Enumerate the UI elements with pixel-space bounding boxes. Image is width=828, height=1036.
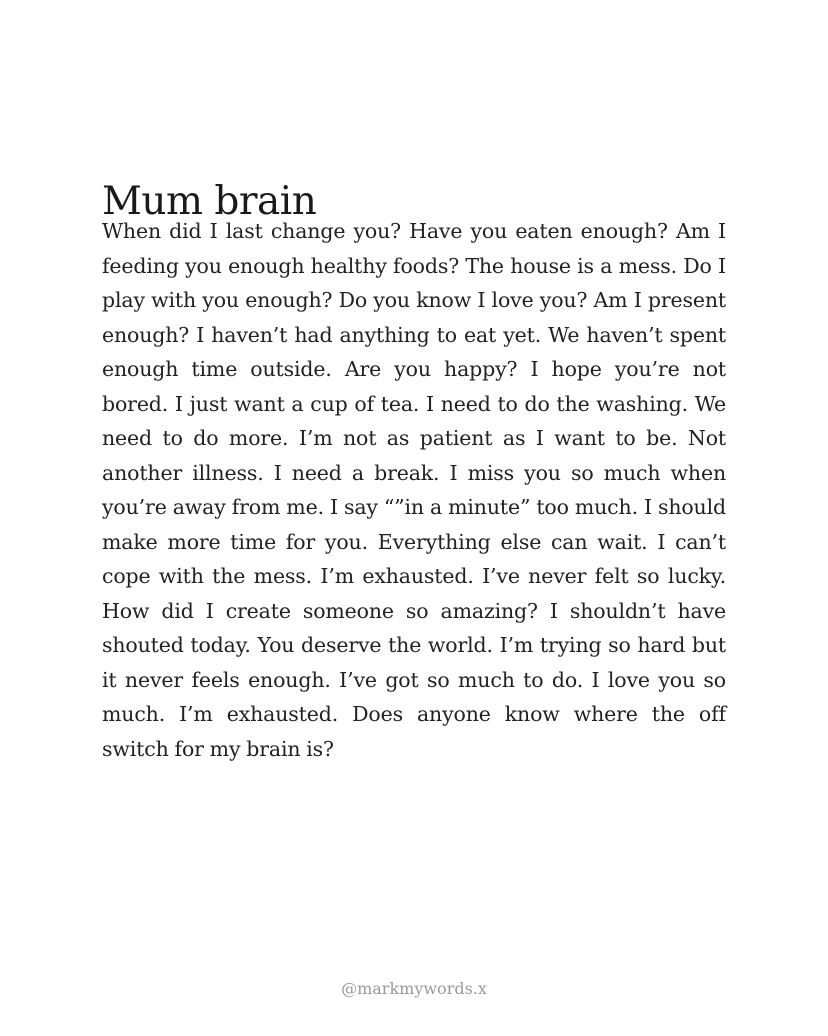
post-title: Mum brain bbox=[102, 179, 317, 224]
author-handle: @markmywords.x bbox=[341, 979, 487, 998]
post-body-text: When did I last change you? Have you eaten enough? Am I feeding you enough healthy foods? The house is a mess. Do I play with you enough? Do you know I love you? Am I present enough? I haven’t had anything to eat yet. We haven’t spent enough time outside. Are you happy? I hope you’re not bored. I just want a cup of tea. I need to do the washing. We need to do more. I’m not as patient as I want to be. Not another illness. I need a break. I miss you so much when you’re away from me. I say “”in a minute” too much. I should make more time for you. Everything else can wait. I can’t cope with the mess. I’m exhausted. I’ve never felt so lucky. How did I create someone so amazing? I shouldn’t have shouted today. You deserve the world. I’m trying so hard but it never feels enough. I’ve got so much to do. I love you so much. I’m exhausted. Does anyone know where the off switch for my brain is? bbox=[102, 219, 726, 761]
